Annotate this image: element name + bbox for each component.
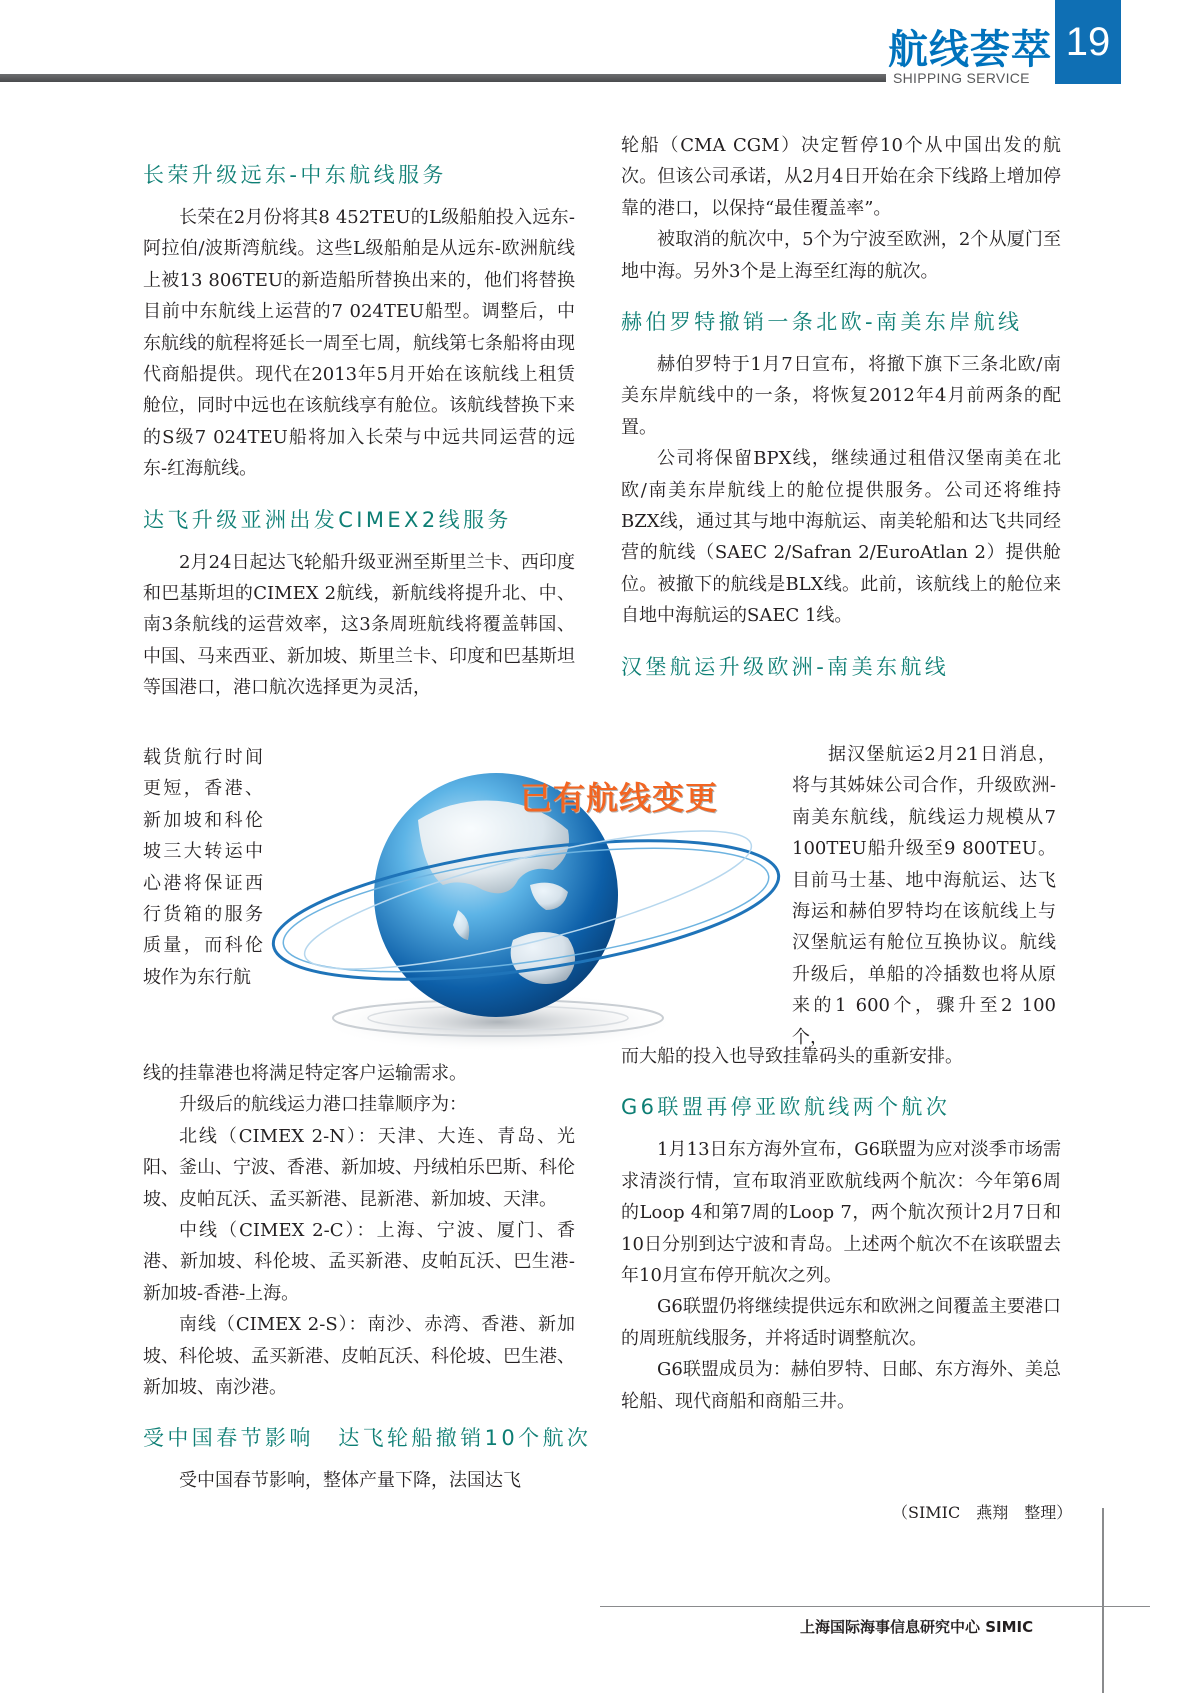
header-rule: [0, 74, 886, 82]
right-column-lower: [621, 1041, 1061, 1417]
margin-rule: [1102, 1508, 1104, 1693]
paragraph: 被取消的航次中，5个为宁波至欧洲，2个从厦门至地中海。另外3个是上海至红海的航次。: [621, 229, 1061, 282]
left-column-lower: [143, 1058, 592, 1497]
paragraph: 受中国春节影响，整体产量下降，法国达飞: [179, 1470, 521, 1492]
article-heading: 赫伯罗特撤销一条北欧-南美东岸航线: [621, 310, 1023, 335]
paragraph: 升级后的航线运力港口挂靠顺序为：: [179, 1094, 467, 1116]
paragraph: G6联盟成员为：赫伯罗特、日邮、东方海外、美总轮船、现代商船和商船三井。: [621, 1359, 1061, 1412]
paragraph: 据汉堡航运2月21日消息，将与其姊妹公司合作，升级欧洲-南美东航线，航线运力规模从7 100TEU船升级至9 800TEU。目前马士基、地中海航运、达飞海运和赫伯罗特均在该航线上与汉堡航运有舱位互换协议。航线升级后，单船的冷插数也将从原来的1 600个，骤升至2 100个，: [792, 744, 1056, 1048]
article-heading: G6联盟再停亚欧航线两个航次: [621, 1095, 951, 1120]
paragraph: 北线（CIMEX 2-N）：天津、大连、青岛、光阳、釜山、宁波、香港、新加坡、丹绒柏乐巴斯、科伦坡、皮帕瓦沃、孟买新港、昆新港、新加坡、天津。: [143, 1125, 575, 1210]
article-heading: 受中国春节影响 达飞轮船撤销10个航次: [143, 1426, 592, 1451]
paragraph: 而大船的投入也导致挂靠码头的重新安排。: [621, 1046, 963, 1067]
footer-rule: [600, 1606, 1150, 1607]
paragraph: 中线（CIMEX 2-C）：上海、宁波、厦门、香港、新加坡、科伦坡、孟买新港、皮帕瓦沃、巴生港-新加坡-香港-上海。: [143, 1220, 575, 1304]
paragraph: 1月13日东方海外宣布，G6联盟为应对淡季市场需求清淡行情，宣布取消亚欧航线两个航次：今年第6周的Loop 4和第7周的Loop 7，两个航次预计2月7日和10日分别到达宁波和青岛。上述两个航次不在该联盟去年10月宣布停开航次之列。: [621, 1139, 1061, 1287]
paragraph: 2月24日起达飞轮船升级亚洲至斯里兰卡、西印度和巴基斯坦的CIMEX 2航线，新航线将提升北、中、南3条航线的运营效率，这3条周班航线将覆盖韩国、中国、马来西亚、新加坡、斯里兰卡、印度和巴基斯坦等国港口，港口航次选择更为灵活，: [143, 551, 575, 699]
credit-line: （SIMIC 燕翔 整理）: [892, 1503, 1073, 1522]
image-caption: 已有航线变更: [520, 779, 719, 817]
paragraph: 南线（CIMEX 2-S）：南沙、赤湾、香港、新加坡、科伦坡、孟买新港、皮帕瓦沃、科伦坡、巴生港、新加坡、南沙港。: [143, 1314, 575, 1399]
footer-publisher: 上海国际海事信息研究中心 SIMIC: [800, 1618, 1034, 1636]
wrapped-text-right: [792, 739, 1056, 1053]
wrapped-text-left: 载货航行时间更短，香港、新加坡和科伦坡三大转运中心港将保证西行货箱的服务质量，而科伦坡作为东行航: [143, 747, 263, 988]
left-column: [143, 160, 575, 704]
article-heading: 长荣升级远东-中东航线服务: [143, 163, 447, 187]
paragraph: 公司将保留BPX线，继续通过租借汉堡南美在北欧/南美东岸航线上的舱位提供服务。公司还将维持BZX线，通过其与地中海航运、南美轮船和达飞共同经营的航线（SAEC 2/Safran 2/EuroAtlan 2）提供舱位。被撤下的航线是BLX线。此前，该航线上的舱位来自地中海航运的SAEC 1线。: [621, 448, 1061, 627]
page-number: 19: [1055, 0, 1121, 84]
paragraph: 线的挂靠港也将满足特定客户运输需求。: [143, 1063, 467, 1084]
paragraph: 长荣在2月份将其8 452TEU的L级船舶投入远东-阿拉伯/波斯湾航线。这些L级船舶是从远东-欧洲航线上被13 806TEU的新造船所替换出来的，他们将替换目前中东航线上运营的7 024TEU船型。调整后，中东航线的航程将延长一周至七周，航线第七条船将由现代商船提供。现代在2013年5月开始在该航线上租赁舱位，同时中远也在该航线享有舱位。该航线替换下来的S级7 024TEU船将加入长荣与中远共同运营的远东-红海航线。: [143, 207, 575, 480]
right-column: [621, 130, 1061, 682]
article-heading: 达飞升级亚洲出发CIMEX2线服务: [143, 507, 512, 532]
section-subtitle: SHIPPING SERVICE: [893, 70, 1030, 86]
article-heading: 汉堡航运升级欧洲-南美东航线: [621, 654, 950, 679]
paragraph: G6联盟仍将继续提供远东和欧洲之间覆盖主要港口的周班航线服务，并将适时调整航次。: [621, 1296, 1061, 1349]
section-title: 航线荟萃: [888, 27, 1052, 73]
paragraph: 轮船（CMA CGM）决定暂停10个从中国出发的航次。但该公司承诺，从2月4日开始在余下线路上增加停靠的港口，以保持“最佳覆盖率”。: [621, 135, 1061, 219]
paragraph: 赫伯罗特于1月7日宣布，将撤下旗下三条北欧/南美东岸航线中的一条，将恢复2012年4月前两条的配置。: [621, 354, 1061, 438]
